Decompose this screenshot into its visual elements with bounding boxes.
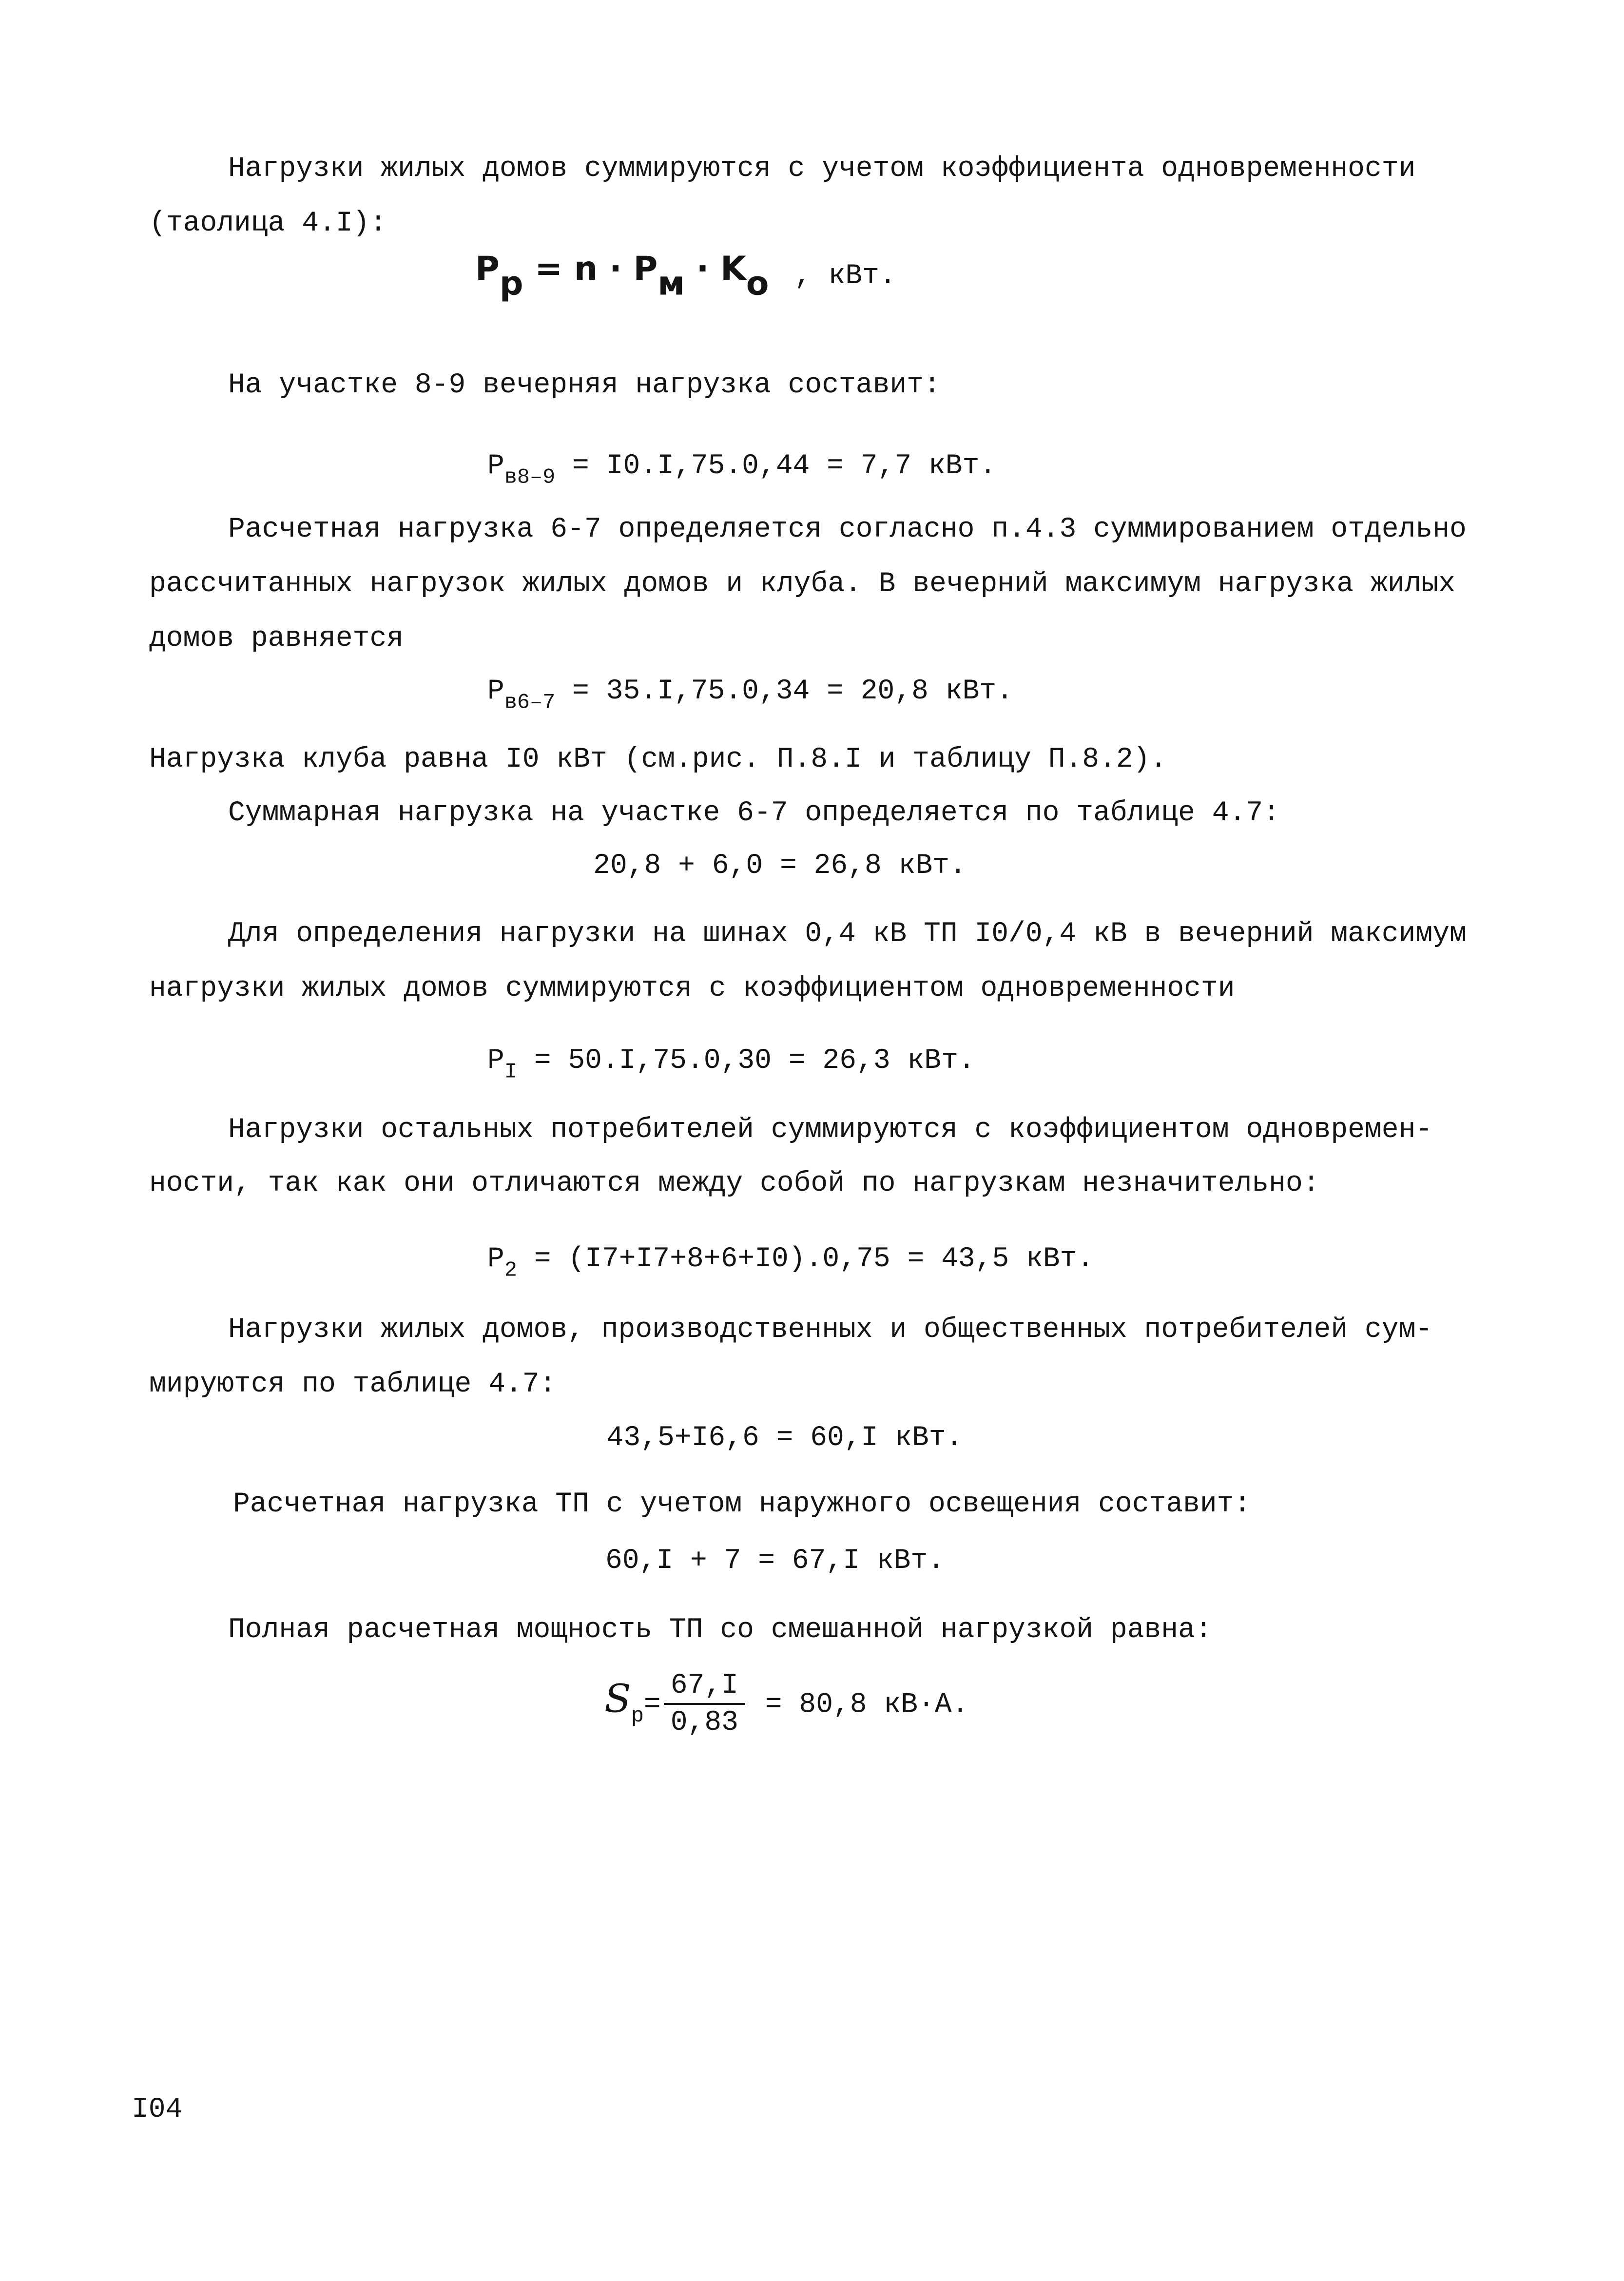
formula-pb67-value: = 35.I,75.0,34 = 20,8 кВт.	[555, 676, 1013, 707]
formula-main-pm-sub: м	[657, 264, 685, 303]
paragraph-8-line-2: мируются по таблице 4.7:	[149, 1369, 557, 1400]
formula-main-pm: P	[633, 250, 658, 288]
paragraph-7-line-1: Нагрузки остальных потребителей суммируются с коэффициентом одновремен-	[228, 1114, 1433, 1146]
paragraph-6-line-1: Для определения нагрузки на шинах 0,4 кВ ТП I0/0,4 кВ в вечерний максимум	[228, 918, 1467, 950]
formula-sp-denominator: 0,83	[670, 1707, 738, 1739]
paragraph-10: Полная расчетная мощность ТП со смешанной нагрузкой равна:	[228, 1614, 1212, 1646]
formula-pb89-sub: в8–9	[504, 465, 556, 490]
page-number: I04	[132, 2094, 183, 2126]
formula-pb89-symbol: P	[487, 450, 504, 482]
formula-sp-sub: р	[631, 1704, 644, 1728]
formula-main-n: n	[574, 250, 598, 288]
paragraph-9: Расчетная нагрузка ТП с учетом наружного освещения составит:	[233, 1488, 1251, 1520]
formula-p2-value: = (I7+I7+8+6+I0).0,75 = 43,5 кВт.	[517, 1243, 1094, 1275]
formula-p2	[487, 1243, 1094, 1283]
paragraph-8-line-1: Нагрузки жилых домов, производственных и общественных потребителей сум-	[228, 1314, 1433, 1346]
formula-43-5: 43,5+I6,6 = 60,I кВт.	[606, 1422, 963, 1454]
formula-sum-67: 20,8 + 6,0 = 26,8 кВт.	[593, 850, 967, 882]
formula-main-k-sub: о	[746, 264, 769, 303]
formula-pb89-value: = I0.I,75.0,44 = 7,7 кВт.	[555, 450, 997, 482]
formula-p2-sub: 2	[504, 1258, 517, 1283]
paragraph-3-line-1: Расчетная нагрузка 6-7 определяется согласно п.4.3 суммированием отдельно	[228, 514, 1467, 545]
formula-pb89	[487, 450, 997, 490]
paragraph-2: На участке 8-9 вечерняя нагрузка составит:	[228, 369, 941, 401]
formula-main-dot-2: ·	[684, 250, 721, 288]
paragraph-6-line-2: нагрузки жилых домов суммируются с коэффициентом одновременности	[149, 973, 1235, 1005]
formula-sp	[604, 1672, 968, 1737]
formula-main-dot-1: ·	[598, 250, 634, 288]
formula-main-unit: , кВт.	[794, 260, 896, 292]
paragraph-4: Нагрузка клуба равна I0 кВт (см.рис. П.8.I и таблицу П.8.2).	[149, 744, 1167, 775]
formula-p1-symbol: P	[487, 1045, 504, 1077]
formula-sp-numerator: 67,I	[664, 1672, 745, 1705]
formula-p1	[487, 1045, 975, 1084]
formula-p2-symbol: P	[487, 1243, 504, 1275]
formula-pb67-symbol: P	[487, 676, 504, 707]
paragraph-3-line-3: домов равняется	[149, 623, 404, 655]
paragraph-7-line-2: ности, так как они отличаются между собой по нагрузкам незначительно:	[149, 1168, 1320, 1199]
paragraph-1-line-2: (таолица 4.I):	[149, 208, 387, 239]
formula-main-k: K	[720, 250, 746, 288]
formula-main	[475, 250, 769, 303]
formula-sp-fraction	[664, 1672, 745, 1737]
formula-sp-symbol: S	[604, 1676, 631, 1721]
paragraph-1-line-1: Нагрузки жилых домов суммируются с учетом коэффициента одновременности	[228, 153, 1416, 185]
paragraph-3-line-2: рассчитанных нагрузок жилых домов и клуба. В вечерний максимум нагрузка жилых	[149, 568, 1456, 600]
formula-p1-value: = 50.I,75.0,30 = 26,3 кВт.	[517, 1045, 975, 1077]
paragraph-5: Суммарная нагрузка на участке 6-7 определяется по таблице 4.7:	[228, 797, 1280, 829]
formula-main-lhs: P	[475, 250, 500, 288]
formula-main-eq: =	[523, 250, 574, 288]
formula-pb67-sub: в6–7	[504, 691, 556, 715]
formula-pb67	[487, 676, 1013, 715]
formula-p1-sub: I	[504, 1060, 517, 1084]
formula-60-1: 60,I + 7 = 67,I кВт.	[605, 1545, 945, 1577]
formula-sp-value: = 80,8 кВ·А.	[748, 1689, 969, 1721]
formula-sp-eq: =	[643, 1689, 661, 1721]
formula-main-lhs-sub: р	[499, 264, 523, 303]
